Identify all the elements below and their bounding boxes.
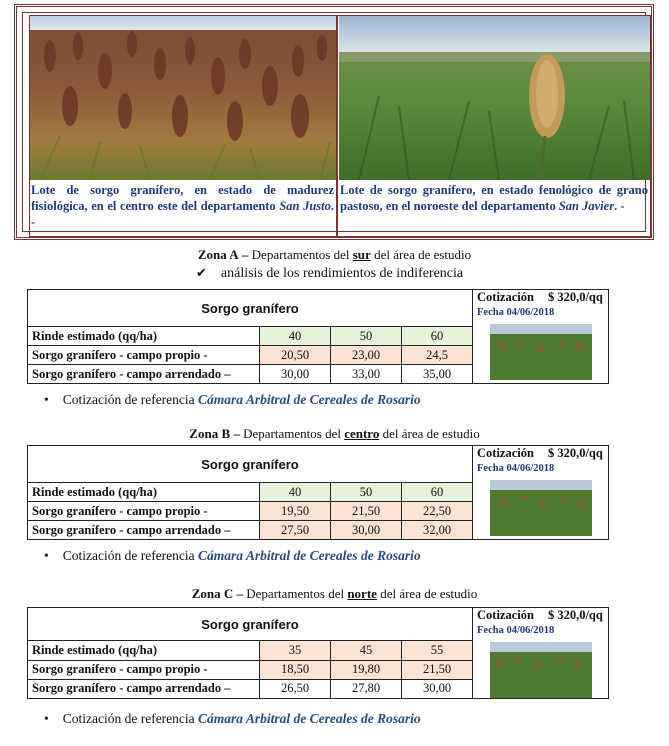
- row-label: Sorgo granífero - campo propio -: [28, 660, 260, 679]
- caption-text: Lote de sorgo granífero, en estado fenológico de grano pastoso, en el noroeste del departamento: [340, 183, 648, 213]
- check-line: [196, 265, 463, 282]
- sorghum-dough-photo: [339, 16, 650, 180]
- cell-value: 21,50: [402, 660, 473, 679]
- row-label: Sorgo granífero - campo arrendado –: [28, 521, 260, 540]
- zone-text-end: del área de estudio: [374, 247, 472, 262]
- zone-label: Zona B: [189, 426, 231, 441]
- zone-a-table: [27, 289, 609, 384]
- checkmark-icon: ✔: [196, 265, 207, 280]
- zone-a-title: Zona A – Departamentos del sur del área de estudio: [197, 247, 472, 262]
- cell-value: 55: [402, 641, 473, 660]
- zone-text: Departamentos del: [251, 247, 350, 262]
- cell-value: 27,80: [331, 679, 402, 698]
- cell-value: 26,50: [260, 679, 331, 698]
- quote-date: Fecha 04/06/2018: [477, 307, 555, 318]
- crop-header: Sorgo granífero: [28, 290, 473, 327]
- reference-source: Cámara Arbitral de Cereales de Rosario: [198, 392, 421, 407]
- cell-value: 24,5: [402, 346, 473, 365]
- reference-text: Cotización de referencia: [62, 392, 195, 407]
- caption-suffix: . -: [614, 199, 625, 213]
- cell-value: 50: [331, 483, 402, 502]
- cell-value: 22,50: [402, 502, 473, 521]
- row-label: Sorgo granífero - campo arrendado –: [28, 679, 260, 698]
- cell-value: 33,00: [331, 365, 402, 384]
- zone-label: Zona A: [197, 247, 239, 262]
- reference-text: Cotización de referencia: [62, 711, 195, 726]
- zone-b-table: [27, 445, 609, 540]
- photo-panel: [29, 15, 651, 237]
- reference-line: [44, 392, 421, 408]
- cell-value: 40: [260, 483, 331, 502]
- crop-header: Sorgo granífero: [28, 608, 473, 641]
- quote-label: Cotización: [477, 290, 534, 304]
- sorghum-mature-photo: [30, 16, 336, 180]
- cell-value: 45: [331, 641, 402, 660]
- reference-source: Cámara Arbitral de Cereales de Rosario: [198, 548, 421, 563]
- zone-c-title: Zona C – Departamentos del norte del área de estudio: [191, 586, 478, 601]
- field-thumbnail: [490, 642, 592, 698]
- quote-value: $ 320,0/qq: [547, 446, 603, 460]
- quote-value: $ 320,0/qq: [547, 290, 603, 304]
- row-label: Rinde estimado (qq/ha): [28, 641, 260, 660]
- row-label: Sorgo granífero - campo arrendado –: [28, 365, 260, 384]
- cell-value: 32,00: [402, 521, 473, 540]
- zone-text-end: del área de estudio: [382, 426, 480, 441]
- row-label: Sorgo granífero - campo propio -: [28, 346, 260, 365]
- quote-date: Fecha 04/06/2018: [477, 625, 555, 636]
- caption-place: San Javier: [558, 199, 615, 213]
- quote-cell: [473, 446, 609, 540]
- cell-value: 19,80: [331, 660, 402, 679]
- cell-value: 27,50: [260, 521, 331, 540]
- cell-value: 30,00: [331, 521, 402, 540]
- bullet-icon: •: [44, 711, 49, 726]
- cell-value: 30,00: [402, 679, 473, 698]
- zone-label: Zona C: [191, 586, 234, 601]
- cell-value: 60: [402, 483, 473, 502]
- cell-value: 40: [260, 327, 331, 346]
- quote-label: Cotización: [477, 608, 534, 622]
- caption-suffix: . -: [31, 199, 334, 229]
- zone-c-table: [27, 607, 609, 699]
- zone-b-title: Zona B – Departamentos del centro del área de estudio: [189, 426, 480, 441]
- zone-key: sur: [352, 247, 371, 262]
- cell-value: 21,50: [331, 502, 402, 521]
- cell-value: 50: [331, 327, 402, 346]
- cell-value: 23,00: [331, 346, 402, 365]
- cell-value: 35: [260, 641, 331, 660]
- field-thumbnail: [490, 480, 592, 536]
- crop-header: Sorgo granífero: [28, 446, 473, 483]
- photo-left: [30, 16, 338, 236]
- quote-label: Cotización: [477, 446, 534, 460]
- field-thumbnail: [490, 324, 592, 380]
- caption-text: Lote de sorgo granífero, en estado de madurez fisiológica, en el centro este del departamento: [31, 183, 334, 213]
- cell-value: 19,50: [260, 502, 331, 521]
- quote-value: $ 320,0/qq: [547, 608, 603, 622]
- cell-value: 35,00: [402, 365, 473, 384]
- zone-text-end: del área de estudio: [380, 586, 478, 601]
- photo-right: [339, 16, 650, 236]
- photo-caption-left: [31, 182, 334, 230]
- cell-value: 30,00: [260, 365, 331, 384]
- cell-value: 60: [402, 327, 473, 346]
- photo-frame: [14, 4, 654, 240]
- quote-date: Fecha 04/06/2018: [477, 463, 555, 474]
- reference-text: Cotización de referencia: [62, 548, 195, 563]
- zone-key: norte: [347, 586, 377, 601]
- zone-key: centro: [344, 426, 380, 441]
- zone-text: Departamentos del: [246, 586, 345, 601]
- row-label: Sorgo granífero - campo propio -: [28, 502, 260, 521]
- reference-line: [44, 548, 421, 564]
- cell-value: 18,50: [260, 660, 331, 679]
- caption-place: San Justo: [279, 199, 331, 213]
- bullet-icon: •: [44, 392, 49, 407]
- cell-value: 20,50: [260, 346, 331, 365]
- photo-caption-right: [340, 182, 648, 214]
- reference-source: Cámara Arbitral de Cereales de Rosario: [198, 711, 421, 726]
- row-label: Rinde estimado (qq/ha): [28, 483, 260, 502]
- zone-text: Departamentos del: [243, 426, 341, 441]
- reference-line: [44, 711, 421, 727]
- bullet-icon: •: [44, 548, 49, 563]
- quote-cell: [473, 290, 609, 384]
- row-label: Rinde estimado (qq/ha): [28, 327, 260, 346]
- check-text: análisis de los rendimientos de indiferencia: [220, 266, 464, 281]
- quote-cell: [473, 608, 609, 699]
